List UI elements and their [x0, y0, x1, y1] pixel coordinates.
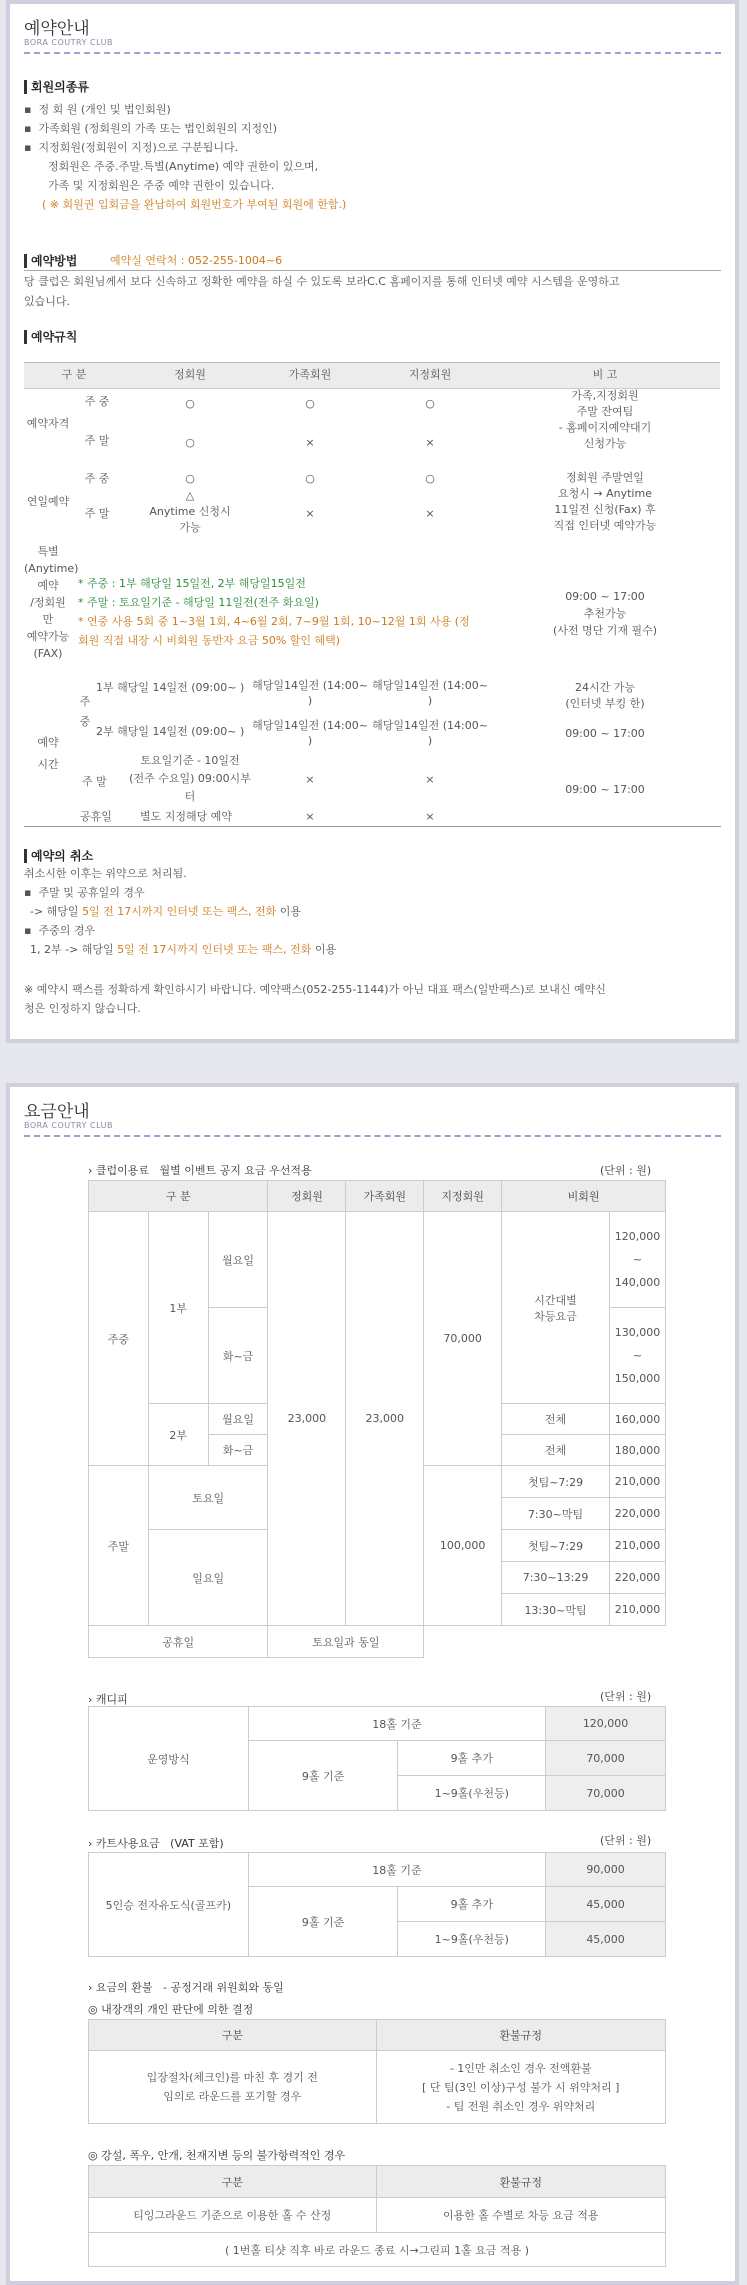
fee-cell: 220,000 — [609, 1498, 665, 1530]
fee-cell: 공휴일 — [89, 1626, 268, 1658]
rule-cell: × — [305, 773, 315, 786]
rule-cell: × — [425, 436, 435, 449]
cart-cell: 45,000 — [546, 1887, 666, 1922]
cancel-note: ※ 예약시 팩스를 정확하게 확인하시기 바랍니다. 예약팩스(052-255-1144)가 아닌 대표 팩스(일반팩스)로 보내신 예약신 — [24, 983, 606, 996]
divider — [24, 270, 721, 271]
rules-header: 구 분 — [61, 368, 87, 381]
rule-cell: ○ — [185, 472, 195, 485]
rules-heading: 예약규칙 — [24, 330, 77, 344]
caddie-cell: 운영방식 — [89, 1707, 249, 1811]
rule-cell: ○ — [425, 397, 435, 410]
fee-header: 구 분 — [89, 1181, 268, 1212]
cancel-note: 청은 인정하지 않습니다. — [24, 1002, 141, 1015]
rule-cell: ○ — [305, 397, 315, 410]
rule-cell: × — [305, 810, 315, 823]
fee-label: › 클럽이용료 월별 이벤트 공지 요금 우선적용 — [88, 1164, 312, 1177]
rule-group-label: 예약자격 — [26, 417, 70, 430]
cart-cell: 5인승 전자유도식(골프카) — [89, 1853, 249, 1957]
fee-cell: 210,000 — [609, 1530, 665, 1562]
fee-cell: 토요일 — [148, 1466, 268, 1530]
caddie-cell: 1~9홀(우천등) — [398, 1776, 546, 1811]
fee-cell: 120,000 ~ 140,000 — [609, 1212, 665, 1308]
title-divider — [24, 1135, 721, 1137]
fee-cell: 월요일 — [208, 1404, 268, 1435]
rule-sub-label: 주 말 — [84, 434, 110, 447]
time-row: 1부 해당일 14일전 (09:00~ ) — [96, 681, 245, 694]
rule-sub-label: 주 말 — [82, 775, 107, 788]
rule-cell: × — [305, 507, 315, 520]
cancel-line: ▪ 주말 및 공휴일의 경우 — [24, 886, 145, 899]
caddie-label: › 캐디피 — [88, 1693, 128, 1706]
title-divider — [24, 52, 721, 54]
fee-table — [88, 1180, 666, 1658]
fee-cell: 7:30~막팀 — [502, 1498, 610, 1530]
fee-cell: 23,000 — [268, 1212, 346, 1626]
fee-cell: 전체 — [502, 1435, 610, 1466]
rule-group-label: 연일예약 — [26, 495, 70, 508]
rules-header: 정회원 — [174, 368, 206, 381]
cart-label: › 카트사용요금 (VAT 포함) — [88, 1837, 224, 1850]
cart-cell: 9홀 추가 — [398, 1887, 546, 1922]
caddie-cell: 9홀 기준 — [248, 1741, 398, 1811]
rule-cell: × — [305, 436, 315, 449]
time-row: 별도 지정해당 예약 — [140, 810, 233, 823]
refund-case-1: ◎ 내장객의 개인 판단에 의한 결정 — [88, 2003, 254, 2016]
time-row: 토요일기준 - 10일전 (전주 수요일) 09:00시부 터 — [129, 754, 251, 803]
rule-cell: 해당일14일전 (14:00~ ) — [372, 679, 488, 707]
refund-cell: 이용한 홀 수별로 차등 요금 적용 — [376, 2198, 666, 2233]
rule-cell: ○ — [185, 436, 195, 449]
rules-header: 지정회원 — [408, 368, 452, 381]
fee-cell: 7:30~13:29 — [502, 1562, 610, 1594]
rule-note: 가족,지정회원 주말 잔여팀 - 홈페이지예약대기 신청가능 — [558, 389, 652, 450]
rule-sub-label: 주 중 — [84, 472, 110, 485]
time-row: 2부 해당일 14일전 (09:00~ ) — [96, 725, 245, 738]
rule-cell: × — [425, 773, 435, 786]
fee-cell: 첫팀~7:29 — [502, 1466, 610, 1498]
member-line: 정회원은 주중.주말.특별(Anytime) 예약 권한이 있으며, — [48, 160, 319, 173]
cart-cell: 1~9홀(우천등) — [398, 1922, 546, 1957]
fee-cell: 1부 — [148, 1212, 208, 1404]
fee-panel — [6, 1083, 739, 2285]
special-rule: * 주말 : 토요일기준 - 해당일 11일전(전주 화요일) — [78, 596, 319, 609]
refund-cell: - 1인만 취소인 경우 전액환불 [ 단 팀(3인 이상)구성 불가 시 위약처리 ] - 팀 전원 취소인 경우 위약처리 — [376, 2051, 666, 2124]
cart-cell: 90,000 — [546, 1853, 666, 1887]
fee-cell: 주말 — [89, 1466, 149, 1626]
member-line: 가족 및 지정회원은 주중 예약 권한이 있습니다. — [48, 179, 275, 192]
fee-cell: 화~금 — [208, 1435, 268, 1466]
fee-header: 정회원 — [268, 1181, 346, 1212]
fee-header: 가족회원 — [346, 1181, 424, 1212]
rule-group-label: 특별 (Anytime) 예약 /정회원 만 예약가능 (FAX) — [24, 545, 79, 660]
reservation-contact: 예약실 연락처 : 052-255-1004~6 — [110, 254, 283, 267]
caddie-cell: 18홀 기준 — [248, 1707, 545, 1741]
rule-sub-label: 주 말 — [84, 507, 110, 520]
rule-cell: 해당일14일전 (14:00~ ) — [252, 679, 368, 707]
special-rule: 회원 직접 내장 시 비회원 동반자 요금 50% 할인 혜택) — [78, 634, 341, 647]
club-subtitle: BORA COUTRY CLUB — [24, 1121, 113, 1130]
caddie-cell: 9홀 추가 — [398, 1741, 546, 1776]
fee-cell: 70,000 — [424, 1212, 502, 1466]
cart-cell: 45,000 — [546, 1922, 666, 1957]
rule-group-label: 예약 시간 — [37, 736, 59, 771]
member-line: ▪ 지정회원(정회원이 지정)으로 구분됩니다. — [24, 141, 239, 154]
caddie-cell: 70,000 — [546, 1776, 666, 1811]
rule-sub-label: 주 중 — [84, 395, 110, 408]
method-desc: 있습니다. — [24, 295, 71, 308]
caddie-table — [88, 1706, 666, 1811]
rule-cell: ○ — [305, 472, 315, 485]
club-subtitle: BORA COUTRY CLUB — [24, 38, 113, 47]
fee-cell: 210,000 — [609, 1466, 665, 1498]
rule-note: 24시간 가능 (인터넷 부킹 한) — [565, 681, 645, 710]
fee-cell: 2부 — [148, 1404, 208, 1466]
rules-header: 가족회원 — [288, 368, 332, 381]
refund-header: 환불규정 — [376, 2020, 666, 2051]
member-line: ▪ 가족회원 (정회원의 가족 또는 법인회원의 지정인) — [24, 122, 278, 135]
member-types-heading: 회원의종류 — [24, 80, 89, 94]
rule-note: 09:00 ~ 17:00 — [565, 783, 645, 796]
fee-cell: 160,000 — [609, 1404, 665, 1435]
rule-note: 정회원 주말연일 요청시 → Anytime 11일전 신청(Fax) 후 직접 인터넷 예약가능 — [553, 471, 657, 532]
fee-unit: (단위 : 원) — [600, 1164, 652, 1177]
cancel-line: -> 해당일 5일 전 17시까지 인터넷 또는 팩스, 전화 이용 — [30, 905, 302, 918]
fee-cell: 주중 — [89, 1212, 149, 1466]
cancel-line: ▪ 주중의 경우 — [24, 924, 96, 937]
special-rule: * 연중 사용 5회 중 1~3월 1회, 4~6월 2회, 7~9월 1회, 10~12월 1회 사용 (정 — [78, 615, 470, 628]
rule-cell: × — [425, 507, 435, 520]
fee-cell: 일요일 — [148, 1530, 268, 1626]
fee-cell: 130,000 ~ 150,000 — [609, 1308, 665, 1404]
cart-unit: (단위 : 원) — [600, 1834, 652, 1847]
method-heading: 예약방법 — [24, 254, 77, 268]
cancel-line: 취소시한 이후는 위약으로 처리됨. — [24, 867, 187, 880]
rule-note: 09:00 ~ 17:00 — [565, 727, 645, 740]
refund-label: › 요금의 환불 - 공정거래 위원회와 동일 — [88, 1981, 284, 1994]
refund-case-2: ◎ 강설, 폭우, 안개, 천재지변 등의 불가항력적인 경우 — [88, 2149, 346, 2162]
page-title: 요금안내 — [24, 1102, 90, 1122]
fee-cell: 210,000 — [609, 1594, 665, 1626]
cart-cell: 9홀 기준 — [248, 1887, 398, 1957]
fee-header: 비회원 — [502, 1181, 666, 1212]
special-rule: * 주중 : 1부 해당일 15일전, 2부 해당일15일전 — [78, 577, 306, 590]
rule-cell: 해당일14일전 (14:00~ ) — [252, 719, 368, 747]
cancel-heading: 예약의 취소 — [24, 849, 93, 863]
refund-table-1 — [88, 2019, 666, 2124]
refund-cell: ( 1번홀 티샷 직후 바로 라운드 종료 시→그린피 1홀 요금 적용 ) — [89, 2233, 666, 2267]
fee-cell: 220,000 — [609, 1562, 665, 1594]
method-desc: 당 클럽은 회원님께서 보다 신속하고 정확한 예약을 하실 수 있도록 보라C.C 홈페이지를 통해 인터넷 예약 시스템을 운영하고 — [24, 275, 620, 288]
rule-cell: ○ — [185, 397, 195, 410]
rules-header: 비 고 — [592, 368, 618, 381]
rule-cell: 해당일14일전 (14:00~ ) — [372, 719, 488, 747]
refund-table-2 — [88, 2165, 666, 2267]
refund-header: 구분 — [89, 2020, 377, 2051]
rule-sub-label: 주 중 — [79, 695, 91, 728]
fee-cell: 전체 — [502, 1404, 610, 1435]
table-bottom — [24, 826, 721, 827]
cart-cell: 18홀 기준 — [248, 1853, 545, 1887]
member-line: ▪ 정 회 원 (개인 및 법인회원) — [24, 103, 171, 116]
fee-cell: 화~금 — [208, 1308, 268, 1404]
cart-table — [88, 1852, 666, 1957]
caddie-cell: 70,000 — [546, 1741, 666, 1776]
fee-cell: 첫팀~7:29 — [502, 1530, 610, 1562]
page-title: 예약안내 — [24, 19, 90, 39]
fee-cell: 토요일과 동일 — [268, 1626, 424, 1658]
fee-cell: 시간대별 차등요금 — [502, 1212, 610, 1404]
cancel-line: 1, 2부 -> 해당일 5일 전 17시까지 인터넷 또는 팩스, 전화 이용 — [30, 943, 337, 956]
reservation-panel — [6, 0, 739, 1043]
caddie-cell: 120,000 — [546, 1707, 666, 1741]
refund-header: 환불규정 — [376, 2166, 666, 2198]
fee-cell: 180,000 — [609, 1435, 665, 1466]
fee-cell: 13:30~막팀 — [502, 1594, 610, 1626]
caddie-unit: (단위 : 원) — [600, 1690, 652, 1703]
rule-note: 09:00 ~ 17:00 추천가능 (사전 명단 기재 필수) — [552, 590, 658, 637]
refund-header: 구분 — [89, 2166, 377, 2198]
rule-cell: ○ — [425, 472, 435, 485]
rule-cell: △ Anytime 신청시 가능 — [149, 489, 231, 534]
member-note: ( ※ 회원권 입회금을 완납하여 회원번호가 부여된 회원에 한함.) — [42, 198, 347, 211]
fee-cell: 23,000 — [346, 1212, 424, 1626]
rule-cell: × — [425, 810, 435, 823]
fee-cell: 100,000 — [424, 1466, 502, 1626]
refund-cell: 티잉그라운드 기준으로 이용한 홀 수 산정 — [89, 2198, 377, 2233]
fee-header: 지정회원 — [424, 1181, 502, 1212]
rule-sub-label: 공휴일 — [80, 810, 112, 823]
fee-cell: 월요일 — [208, 1212, 268, 1308]
refund-cell: 입장절차(체크인)를 마친 후 경기 전 임의로 라운드를 포기할 경우 — [89, 2051, 377, 2124]
